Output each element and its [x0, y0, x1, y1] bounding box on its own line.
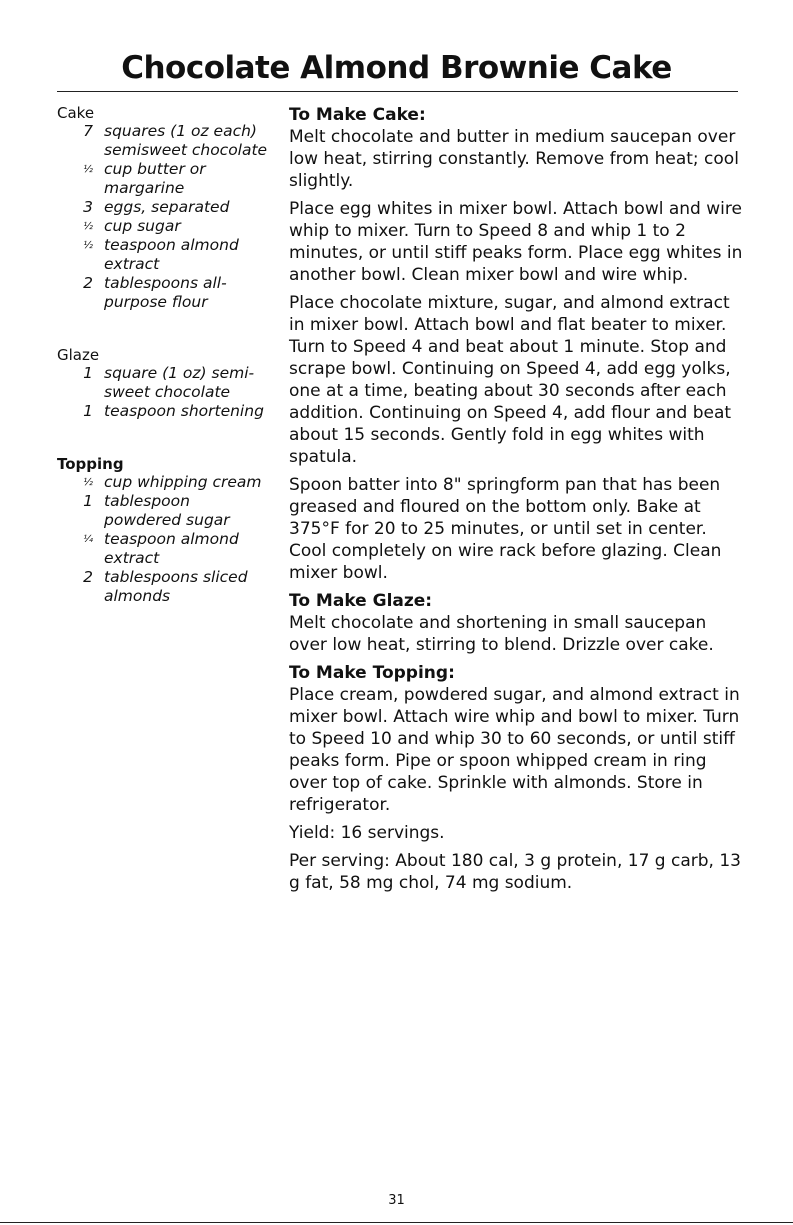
- glaze-ingredients: [57, 346, 269, 421]
- ingredient-qty: ¼: [83, 534, 93, 545]
- ingredient-qty: 2: [83, 568, 93, 586]
- ingredient-text: cup butter or margarine: [104, 160, 206, 197]
- ingredient-item: [57, 364, 269, 402]
- direction-paragraph: Melt chocolate and shortening in small saucepan over low heat, stirring to blend. Drizzle over cake.: [289, 613, 714, 655]
- cake-directions-heading: To Make Cake:: [289, 105, 426, 125]
- cake-ingredients-heading: Cake: [57, 104, 95, 122]
- ingredient-text: squares (1 oz each) semisweet chocolate: [104, 122, 268, 159]
- ingredient-item: [57, 492, 269, 530]
- ingredient-qty: 7: [83, 122, 93, 140]
- ingredient-text: teaspoon shortening: [104, 402, 264, 420]
- ingredient-text: tablespoon powdered sugar: [104, 492, 230, 529]
- ingredient-qty: ½: [83, 221, 93, 232]
- ingredient-qty: 3: [83, 198, 93, 216]
- ingredient-text: teaspoon almond extract: [104, 236, 239, 273]
- directions-column: [289, 104, 745, 900]
- ingredient-qty: 2: [83, 274, 93, 292]
- topping-directions-heading: To Make Topping:: [289, 663, 455, 683]
- direction-paragraph: Spoon batter into 8" springform pan that has been greased and floured on the bottom only. Bake at 375°F for 20 to 25 minutes, or until set in center. Cool completely on wire rack before glazing. Clean mixer bowl.: [289, 475, 722, 583]
- bottom-rule: [0, 1222, 793, 1223]
- page-number: 31: [388, 1193, 405, 1208]
- direction-paragraph: Melt chocolate and butter in medium saucepan over low heat, stirring constantly. Remove from heat; cool slightly.: [289, 127, 739, 191]
- ingredient-item: [57, 122, 269, 160]
- glaze-ingredients-heading: Glaze: [57, 346, 100, 364]
- ingredients-column: [57, 104, 269, 640]
- ingredient-text: cup sugar: [104, 217, 181, 235]
- cake-ingredients: [57, 104, 269, 312]
- ingredient-qty: ½: [83, 164, 93, 175]
- ingredient-item: [57, 198, 269, 217]
- ingredient-qty: 1: [83, 402, 93, 420]
- ingredient-qty: ½: [83, 240, 93, 251]
- direction-paragraph: Place cream, powdered sugar, and almond extract in mixer bowl. Attach wire whip and bowl to mixer. Turn to Speed 10 and whip 30 to 60 seconds, or until stiff peaks form. Pipe or spoon whipped cream in ring over top of cake. Sprinkle with almonds. Store in refrigerator.: [289, 685, 740, 815]
- ingredient-text: cup whipping cream: [104, 473, 262, 491]
- ingredient-item: [57, 236, 269, 274]
- topping-ingredients-heading: Topping: [57, 455, 124, 473]
- topping-ingredients: [57, 455, 269, 606]
- direction-paragraph: Place chocolate mixture, sugar, and almond extract in mixer bowl. Attach bowl and flat beater to mixer. Turn to Speed 4 and beat about 1 minute. Stop and scrape bowl. Continuing on Speed 4, add egg yolks, one at a time, beating about 30 seconds after each addition. Continuing on Speed 4, add flour and beat about 15 seconds. Gently fold in egg whites with spatula.: [289, 293, 732, 467]
- ingredient-text: square (1 oz) semi-sweet chocolate: [104, 364, 255, 401]
- ingredient-item: [57, 160, 269, 198]
- nutrition-text: Per serving: About 180 cal, 3 g protein, 17 g carb, 13 g fat, 58 mg chol, 74 mg sodium.: [289, 851, 741, 893]
- ingredient-text: teaspoon almond extract: [104, 530, 239, 567]
- ingredient-item: [57, 530, 269, 568]
- ingredient-item: [57, 217, 269, 236]
- ingredient-qty: ½: [83, 477, 93, 488]
- ingredient-qty: 1: [83, 492, 93, 510]
- ingredient-item: [57, 473, 269, 492]
- page-title: Chocolate Almond Brownie Cake: [121, 50, 672, 86]
- yield-text: Yield: 16 servings.: [289, 823, 445, 843]
- title-rule: [57, 91, 738, 92]
- glaze-directions-heading: To Make Glaze:: [289, 591, 433, 611]
- ingredient-text: eggs, separated: [104, 198, 230, 216]
- direction-paragraph: Place egg whites in mixer bowl. Attach bowl and wire whip to mixer. Turn to Speed 8 and whip 1 to 2 minutes, or until stiff peaks form. Place egg whites in another bowl. Clean mixer bowl and wire whip.: [289, 199, 743, 285]
- ingredient-item: [57, 568, 269, 606]
- ingredient-qty: 1: [83, 364, 93, 382]
- ingredient-text: tablespoons sliced almonds: [104, 568, 248, 605]
- ingredient-item: [57, 402, 269, 421]
- ingredient-item: [57, 274, 269, 312]
- ingredient-text: tablespoons all-purpose flour: [104, 274, 227, 311]
